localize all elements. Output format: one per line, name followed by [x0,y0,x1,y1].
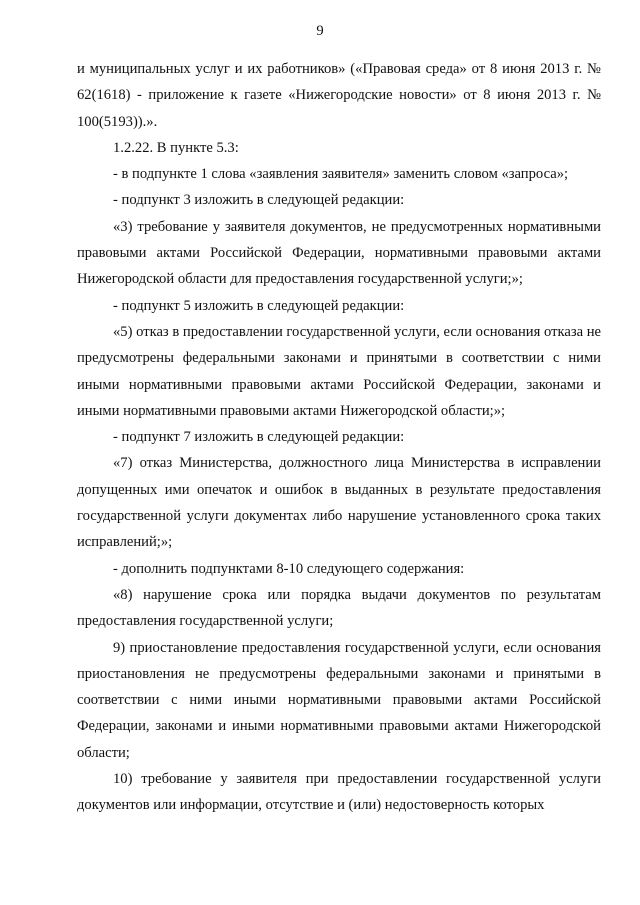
paragraph: - дополнить подпунктами 8-10 следующего содержания: [113,560,465,577]
paragraph: «8) нарушение срока или порядка выдачи документов по результатам предоставления государственной услуги; [77,586,601,630]
paragraph: 10) требование у заявителя при предоставлении государственной услуги документов или информации, отсутствие и (или) недостоверность которых [77,771,601,814]
paragraph: - подпункт 7 изложить в следующей редакции: [113,429,405,446]
paragraph: «3) требование у заявителя документов, не предусмотренных нормативными правовыми актами Российской Федерации, нормативными правовыми актами Нижегородской области для предоставления государственной услуги;»; [77,218,601,288]
paragraph: - подпункт 3 изложить в следующей редакции: [113,192,405,209]
paragraph: 9) приостановление предоставления государственной услуги, если основания приостановления не предусмотрены федеральными законами и принятыми в соответствии с ними иными нормативными правовыми актами Российской Федерации, законами и иными нормативными правовыми актами Нижегородской области; [77,639,601,761]
paragraph: - подпункт 5 изложить в следующей редакции: [113,297,405,314]
paragraph: 1.2.22. В пункте 5.3: [113,139,239,156]
document-body [77,56,601,819]
paragraph: «5) отказ в предоставлении государственной услуги, если основания отказа не предусмотрены федеральными законами и принятыми в соответствии с ними иными нормативными правовыми актами Российской Федерации, законами и иными нормативными правовыми актами Нижегородской области;»; [77,323,601,419]
paragraph: и муниципальных услуг и их работников» («Правовая среда» от 8 июня 2013 г. № 62(1618) - приложение к газете «Нижегородские новости» от 8 июня 2013 г. № 100(5193)).». [77,61,601,130]
paragraph: - в подпункте 1 слова «заявления заявителя» заменить словом «запроса»; [113,166,569,183]
paragraph: «7) отказ Министерства, должностного лица Министерства в исправлении допущенных ими опечаток и ошибок в выданных в результате предоставления государственной услуги документах либо нарушение установленного срока таких исправлений;»; [77,455,601,551]
page-number: 9 [316,23,324,39]
